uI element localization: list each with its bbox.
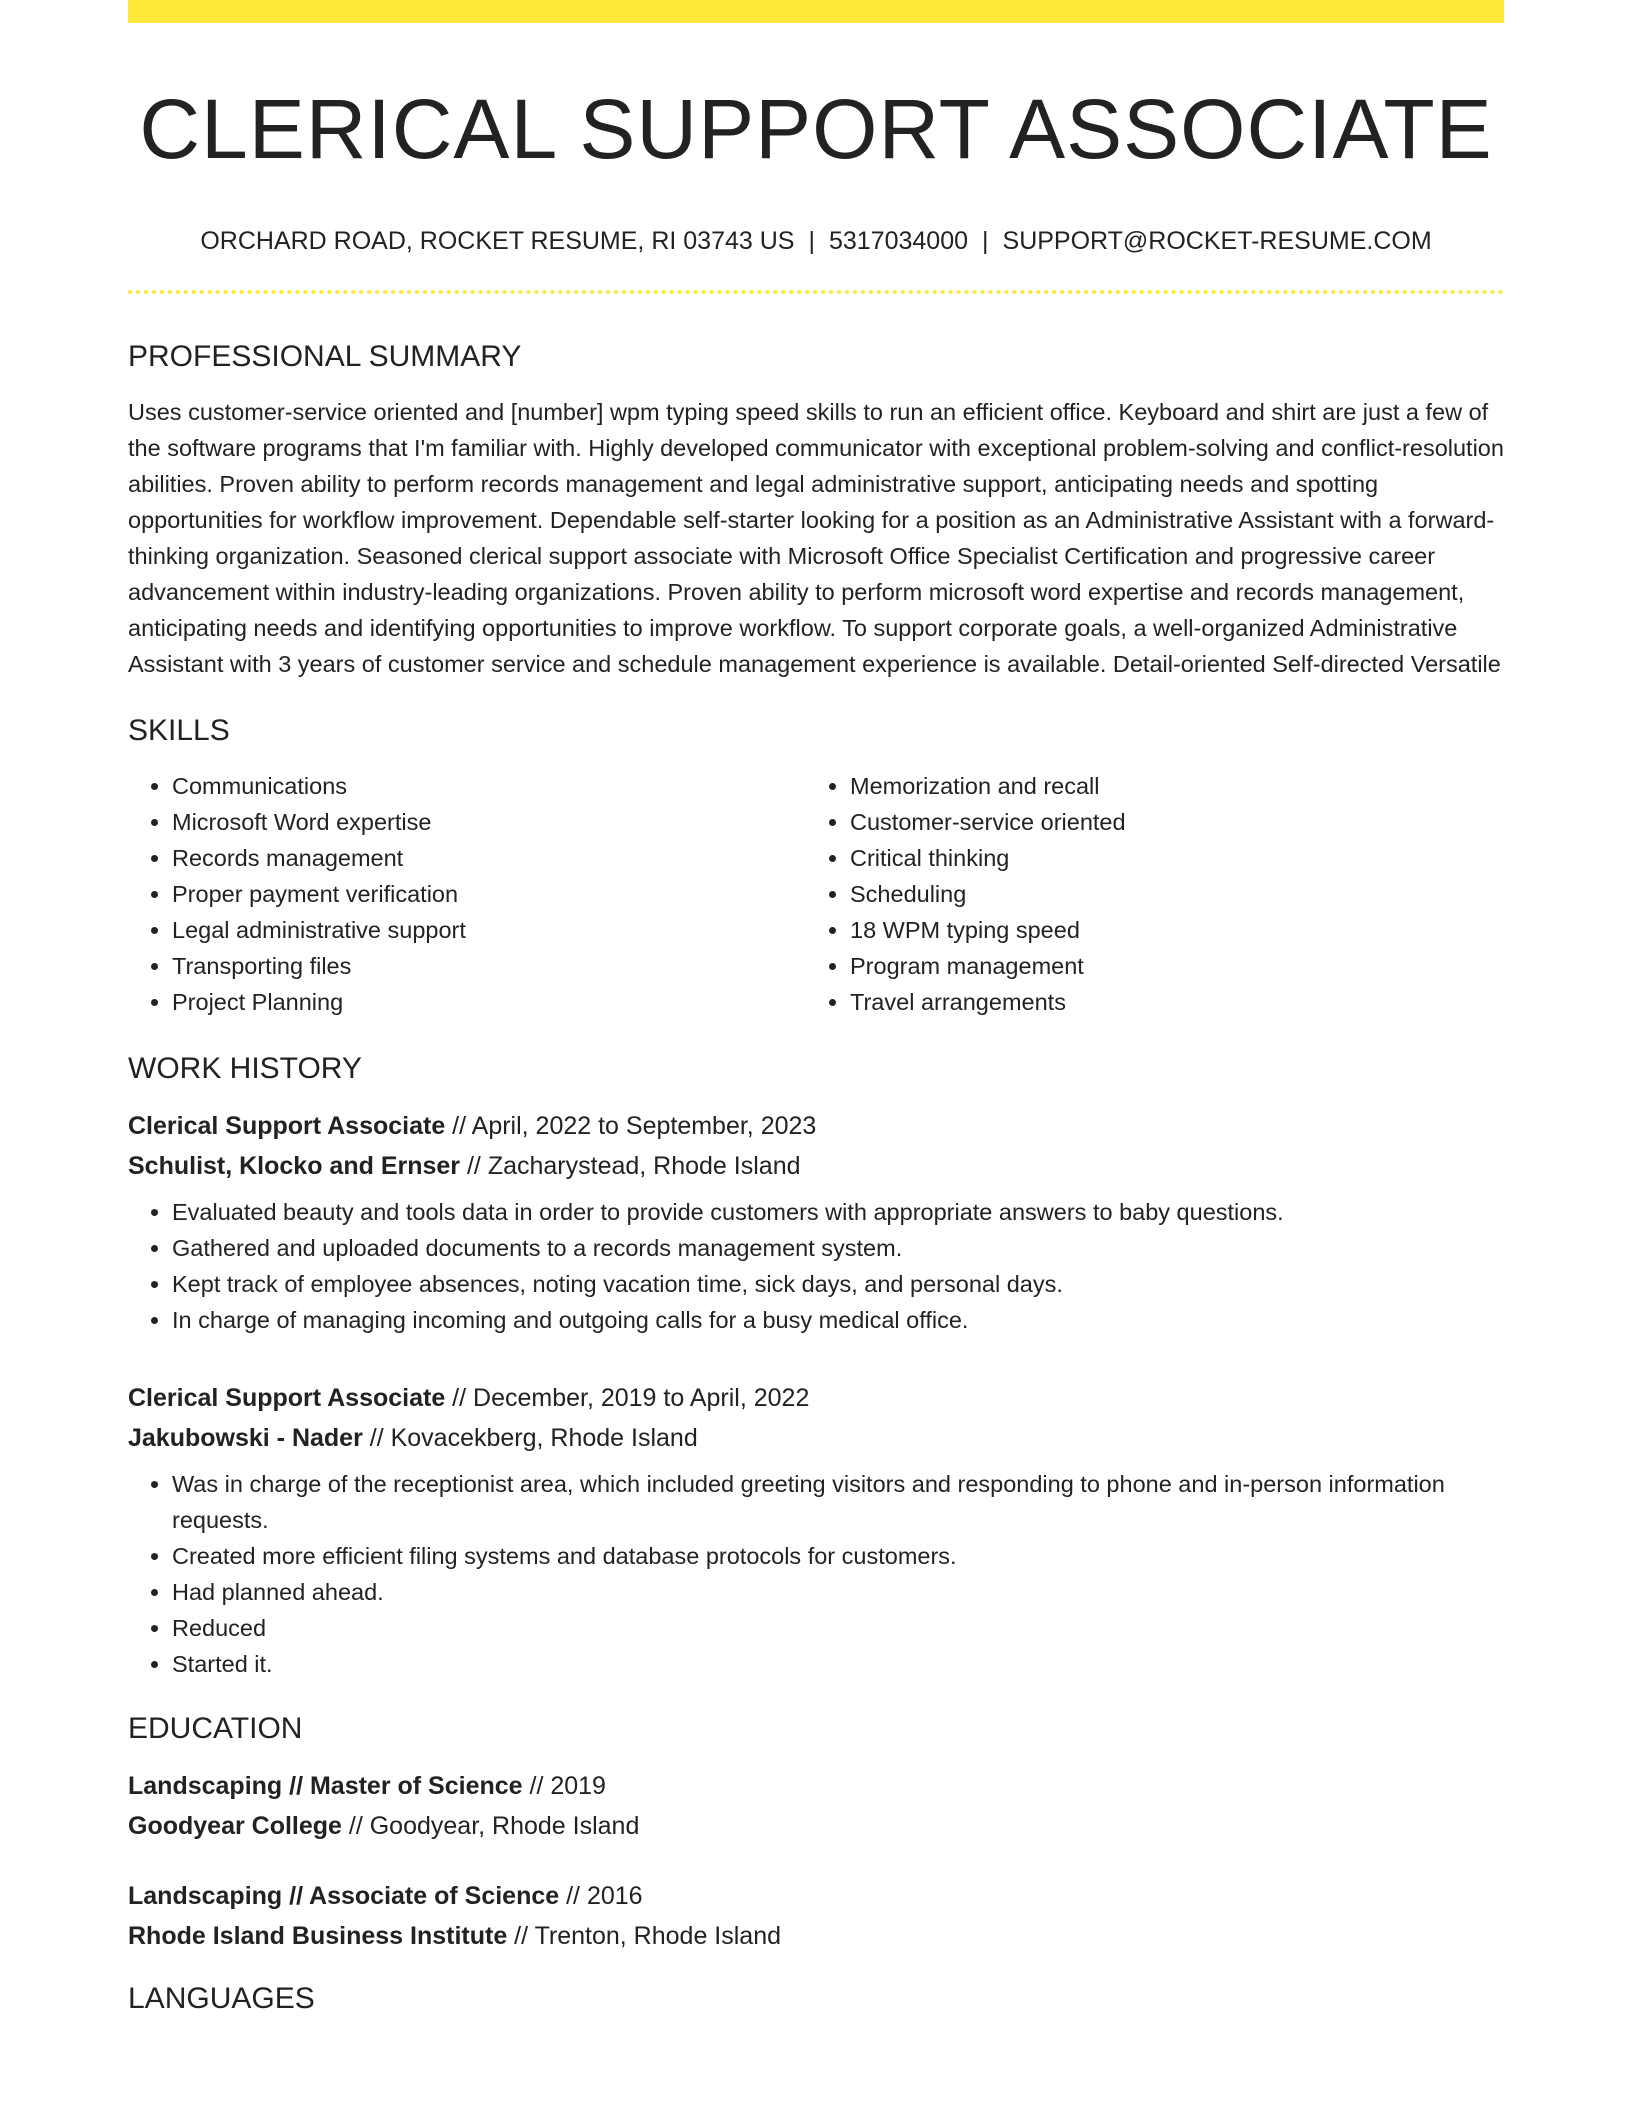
dotted-divider — [128, 290, 1504, 294]
contact-address: ORCHARD ROAD, ROCKET RESUME, RI 03743 US — [200, 227, 795, 255]
job-bullets — [128, 1194, 1504, 1338]
education-degree: Landscaping // Associate of Science — [128, 1882, 560, 1910]
job-entry — [128, 1106, 1504, 1338]
education-entry — [128, 1766, 1504, 1846]
contact-separator: | — [982, 227, 989, 255]
job-location: // Zacharystead, Rhode Island — [460, 1152, 801, 1180]
job-company-line — [128, 1418, 1504, 1458]
skill-item: • Travel arrangements — [850, 984, 1484, 1020]
education-location: // Goodyear, Rhode Island — [341, 1812, 640, 1840]
skills-list-right — [806, 768, 1484, 1020]
skill-item: • Customer-service oriented — [850, 804, 1484, 840]
section-title-education: EDUCATION — [128, 1712, 303, 1745]
job-company-line — [128, 1146, 1504, 1186]
job-bullet: • Evaluated beauty and tools data in order to provide customers with appropriate answers to baby questions. — [172, 1194, 1504, 1230]
contact-line — [128, 225, 1504, 257]
contact-email: SUPPORT@ROCKET-RESUME.COM — [1002, 227, 1432, 255]
job-bullet: • Reduced — [172, 1610, 1504, 1646]
job-role: Clerical Support Associate — [128, 1384, 446, 1412]
job-location: // Kovacekberg, Rhode Island — [362, 1424, 698, 1452]
candidate-name: CLERICAL SUPPORT ASSOCIATE — [139, 82, 1493, 176]
education-degree: Landscaping // Master of Science — [128, 1772, 523, 1800]
contact-phone: 5317034000 — [828, 227, 969, 255]
skill-item: • Memorization and recall — [850, 768, 1484, 804]
job-title-line — [128, 1378, 1504, 1418]
section-title-skills: SKILLS — [128, 714, 230, 747]
job-title-line — [128, 1106, 1504, 1146]
education-year: // 2019 — [522, 1772, 606, 1800]
skills-list-left — [128, 768, 806, 1020]
skill-item: • 18 WPM typing speed — [850, 912, 1484, 948]
skill-item: • Project Planning — [172, 984, 806, 1020]
job-company: Jakubowski - Nader — [128, 1424, 363, 1452]
job-dates: // December, 2019 to April, 2022 — [445, 1384, 810, 1412]
job-dates: // April, 2022 to September, 2023 — [445, 1112, 817, 1140]
accent-top-bar — [128, 0, 1504, 23]
job-bullet: • Had planned ahead. — [172, 1574, 1504, 1610]
education-degree-line — [128, 1766, 1504, 1806]
section-title-summary: PROFESSIONAL SUMMARY — [128, 340, 522, 373]
education-degree-line — [128, 1876, 1504, 1916]
job-bullets — [128, 1466, 1504, 1682]
job-bullet: • Started it. — [172, 1646, 1504, 1682]
section-title-languages: LANGUAGES — [128, 1982, 315, 2015]
skill-item: • Microsoft Word expertise — [172, 804, 806, 840]
skill-item: • Proper payment verification — [172, 876, 806, 912]
summary-text: Uses customer-service oriented and [number] wpm typing speed skills to run an efficient office. Keyboard and shirt are just a few of the software programs that I'm familiar with. Highly developed communicator with exceptional problem-solving and conflict-resolution abilities. Proven ability to perform records management and legal administrative support, anticipating needs and spotting opportunities for workflow improvement. Dependable self-starter looking for a position as an Administrative Assistant with a forward-thinking organization. Seasoned clerical support associate with Microsoft Office Specialist Certification and progressive career advancement within industry-leading organizations. Proven ability to perform microsoft word expertise and records management, anticipating needs and identifying opportunities to improve workflow. To support corporate goals, a well-organized Administrative Assistant with 3 years of customer service and schedule management experience is available. Detail-oriented Self-directed Versatile — [128, 399, 1504, 677]
skill-item: • Transporting files — [172, 948, 806, 984]
job-bullet: • Was in charge of the receptionist area, which included greeting visitors and responding to phone and in-person information requests. — [172, 1466, 1504, 1538]
skill-item: • Communications — [172, 768, 806, 804]
skills-grid — [128, 768, 1504, 1020]
education-school-line — [128, 1806, 1504, 1846]
education-location: // Trenton, Rhode Island — [507, 1922, 782, 1950]
education-school: Rhode Island Business Institute — [128, 1922, 508, 1950]
section-title-work-history: WORK HISTORY — [128, 1052, 362, 1085]
contact-separator: | — [808, 227, 815, 255]
skill-item: • Scheduling — [850, 876, 1484, 912]
education-entry — [128, 1876, 1504, 1956]
job-bullet: • In charge of managing incoming and outgoing calls for a busy medical office. — [172, 1302, 1504, 1338]
job-bullet: • Created more efficient filing systems and database protocols for customers. — [172, 1538, 1504, 1574]
job-bullet: • Kept track of employee absences, noting vacation time, sick days, and personal days. — [172, 1266, 1504, 1302]
education-school: Goodyear College — [128, 1812, 342, 1840]
skill-item: • Legal administrative support — [172, 912, 806, 948]
resume-page — [128, 0, 1504, 2018]
job-bullet: • Gathered and uploaded documents to a records management system. — [172, 1230, 1504, 1266]
education-school-line — [128, 1916, 1504, 1956]
skill-item: • Critical thinking — [850, 840, 1484, 876]
job-entry — [128, 1378, 1504, 1682]
skill-item: • Records management — [172, 840, 806, 876]
job-company: Schulist, Klocko and Ernser — [128, 1152, 461, 1180]
education-year: // 2016 — [559, 1882, 643, 1910]
skill-item: • Program management — [850, 948, 1484, 984]
job-role: Clerical Support Associate — [128, 1112, 446, 1140]
